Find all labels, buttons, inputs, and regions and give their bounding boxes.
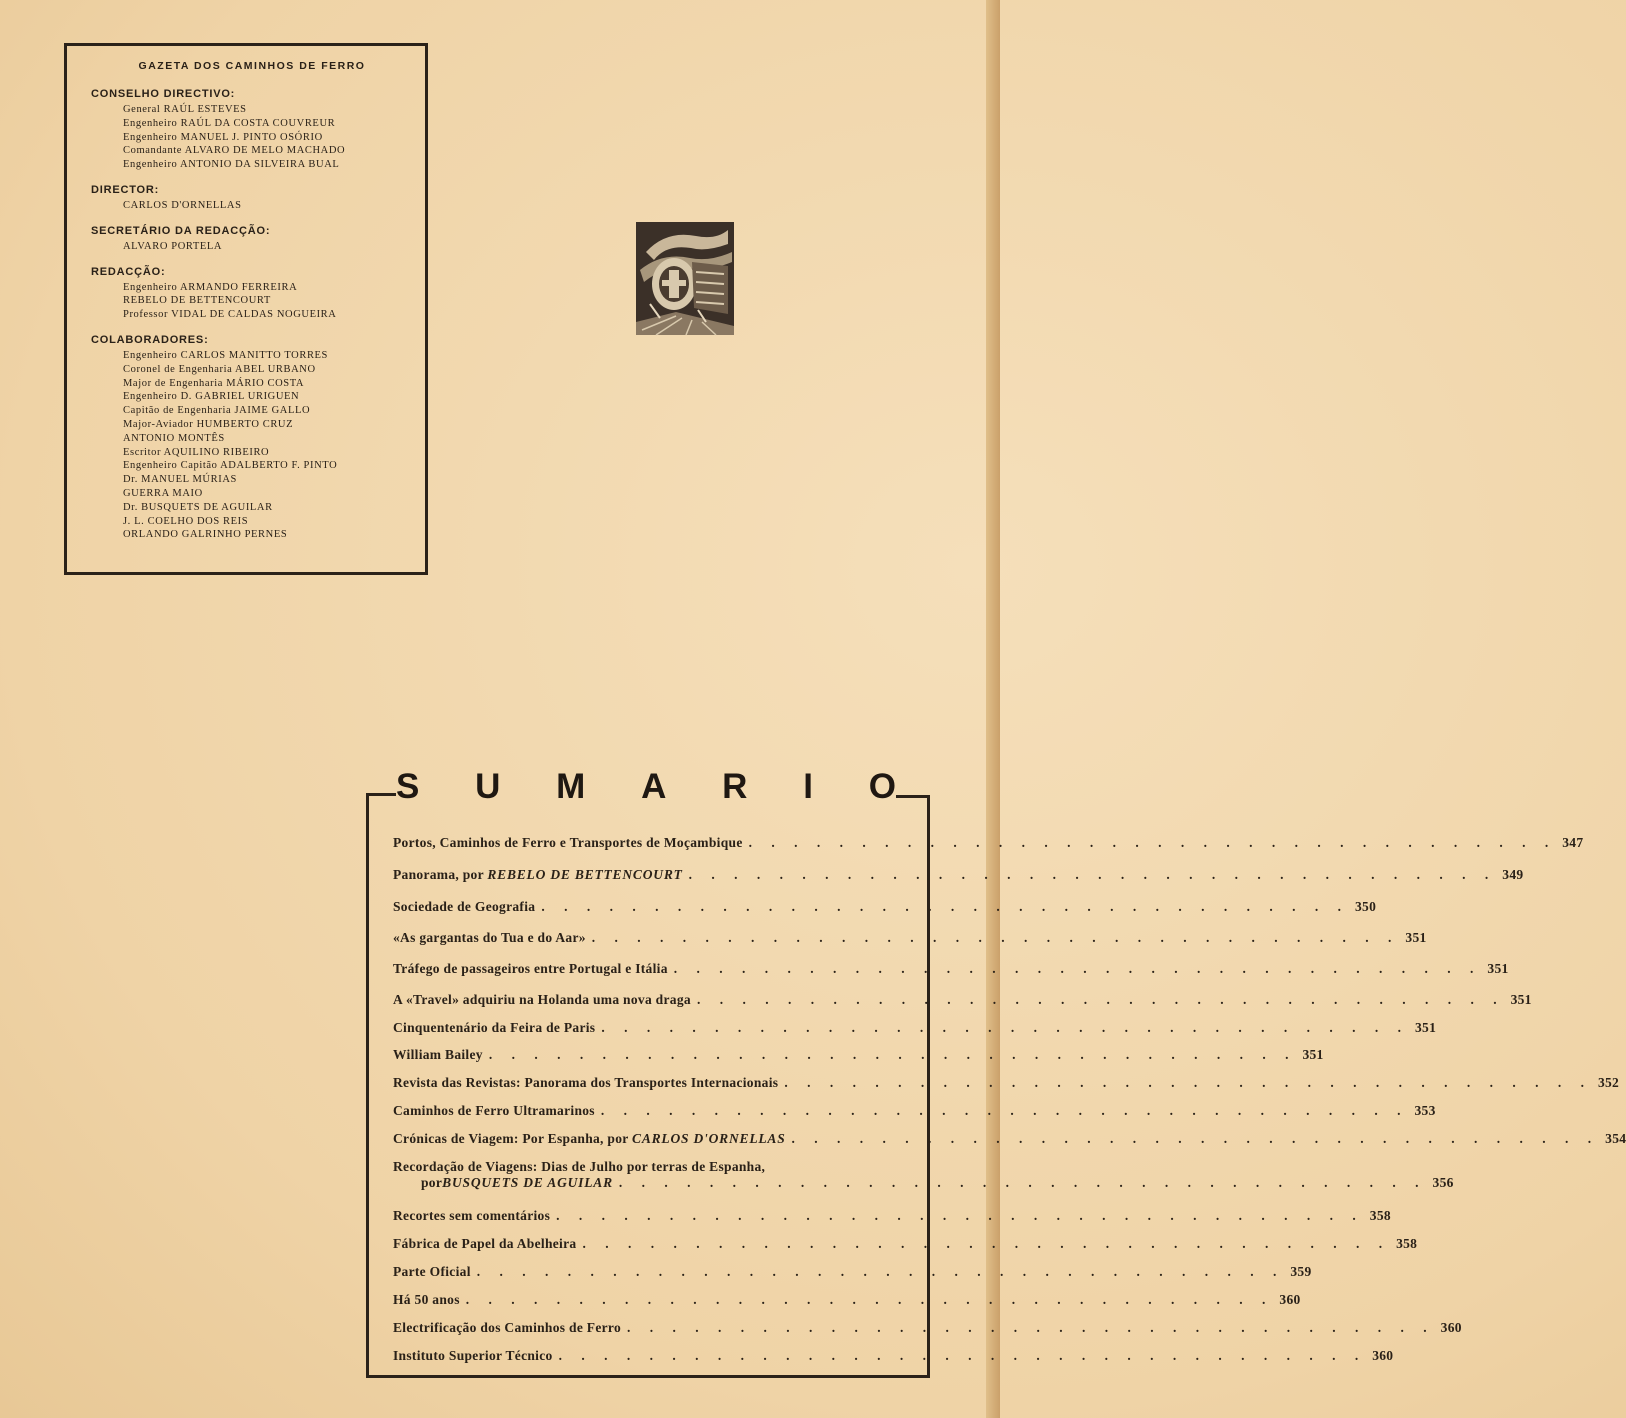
sumario-rule-left [366,793,396,796]
toc-entry-author: BUSQUETS DE AGUILAR [442,1175,613,1190]
toc-page-number: 356 [1432,1175,1454,1190]
masthead-person: Engenheiro ANTONIO DA SILVEIRA BUAL [123,159,340,171]
toc-entry-title: Electrificação dos Caminhos de Ferro [393,1320,622,1335]
toc-entry-title: Fábrica de Papel da Abelheira [393,1236,577,1251]
masthead-section-heading: REDACÇÃO: [91,265,166,278]
masthead-person: Engenheiro RAÚL DA COSTA COUVREUR [123,117,336,129]
locomotive-woodcut-graphic [636,222,734,335]
sumario-letter: A [641,767,667,806]
toc-page-number: 351 [1405,930,1427,945]
toc-entry-title: por [421,1175,443,1190]
page-edge-shadow [986,0,1000,1418]
toc-page-number: 347 [1562,835,1584,850]
masthead-person: Major-Aviador HUMBERTO CRUZ [123,418,294,430]
masthead-person: GUERRA MAIO [123,487,203,499]
toc-leader-dots: . . . . . . . . . . . . . . . . . . . . . . . . . . . . . . . . . . . . [556,1208,1364,1223]
masthead-person: Engenheiro ARMANDO FERREIRA [123,281,298,293]
masthead-person: CARLOS D'ORNELLAS [123,199,242,211]
toc-entry [393,1159,1454,1191]
toc-entry [393,1020,1437,1036]
toc-entry [393,1075,1620,1091]
toc-leader-dots: . . . . . . . . . . . . . . . . . . . . . . . . . . . . . . . . . . . . [591,930,1400,945]
masthead-section-list [123,349,411,542]
toc-entry-title: Portos, Caminhos de Ferro e Transportes de Moçambique [393,835,743,850]
masthead-section-heading: DIRECTOR: [91,183,160,196]
toc-entry-title: Há 50 anos [393,1292,460,1307]
toc-page-number: 358 [1369,1208,1391,1223]
masthead-person: General RAÚL ESTEVES [123,104,247,115]
masthead-person: Dr. BUSQUETS DE AGUILAR [123,501,273,513]
toc-entry [393,1208,1391,1224]
masthead-section-list [123,103,411,172]
masthead-person: Comandante ALVARO DE MELO MACHADO [123,145,346,157]
toc-entry [393,1348,1394,1364]
toc-page-number: 358 [1396,1236,1418,1251]
masthead-person: Coronel de Engenharia ABEL URBANO [123,363,316,375]
toc-entry [393,1236,1418,1252]
toc-page-number: 352 [1597,1075,1620,1090]
masthead-person: ORLANDO GALRINHO PERNES [123,529,288,541]
toc-page-number: 351 [1414,1020,1437,1035]
toc-entry-author: CARLOS D'ORNELLAS [632,1131,786,1146]
toc-entry-title: Caminhos de Ferro Ultramarinos [393,1103,595,1118]
toc-leader-dots: . . . . . . . . . . . . . . . . . . . . . . . . . . . . . . . . . . . . [688,867,1497,882]
toc-page-number: 360 [1279,1292,1301,1307]
toc-leader-dots: . . . . . . . . . . . . . . . . . . . . . . . . . . . . . . . . . . . . [600,1103,1409,1118]
toc-entry [393,835,1584,851]
toc-leader-dots: . . . . . . . . . . . . . . . . . . . . . . . . . . . . . . . . . . . . [618,1175,1427,1190]
masthead-person: ALVARO PORTELA [123,240,223,252]
toc-entry [393,1320,1462,1336]
sumario-letter: R [722,767,748,806]
toc-entry [393,899,1377,915]
toc-entry-author-wrap [442,1175,613,1191]
toc-page-number: 349 [1502,867,1524,882]
toc-page-number: 351 [1510,992,1532,1007]
sumario-letter: U [475,767,501,806]
masthead-person: ANTONIO MONTÊS [123,432,225,444]
masthead-person: REBELO DE BETTENCOURT [123,295,271,307]
masthead-sections [93,88,411,542]
toc-entry-author: REBELO DE BETTENCOURT [487,867,683,882]
toc-entry-title: William Bailey [393,1047,483,1062]
toc-leader-dots: . . . . . . . . . . . . . . . . . . . . . . . . . . . . . . . . . . . . [558,1348,1367,1363]
toc-leader-dots: . . . . . . . . . . . . . . . . . . . . . . . . . . . . . . . . . . . . [582,1236,1391,1251]
masthead-person: Capitão de Engenharia JAIME GALLO [123,405,311,417]
toc-entry-title: A «Travel» adquiriu na Holanda uma nova draga [393,992,691,1007]
toc-leader-dots: . . . . . . . . . . . . . . . . . . . . . . . . . . . . . . . . . . . . [627,1320,1435,1335]
sumario-border-bottom [366,1375,930,1378]
masthead-person: Dr. MANUEL MÚRIAS [123,474,237,486]
masthead-section-heading: SECRETÁRIO DA REDACÇÃO: [91,224,271,237]
masthead-person: Engenheiro Capitão ADALBERTO F. PINTO [123,460,338,472]
sumario-letter: O [868,767,896,806]
toc-page-number: 351 [1302,1047,1324,1062]
toc-entry-title: Sociedade de Geografia [393,899,536,914]
masthead-section-list [123,281,411,322]
toc-leader-dots: . . . . . . . . . . . . . . . . . . . . . . . . . . . . . . . . . . . . [784,1075,1592,1090]
toc-page-number: 359 [1290,1264,1312,1279]
toc-entry [393,1047,1324,1063]
masthead-section-heading: COLABORADORES: [91,333,209,346]
toc-page-number: 360 [1372,1348,1394,1363]
masthead-section-list [123,199,411,213]
toc-entry-title: Recordação de Viagens: Dias de Julho por terras de Espanha, [393,1159,766,1174]
toc-page-number: 351 [1487,961,1509,976]
toc-entry [393,961,1509,977]
toc-entry [393,867,1524,883]
toc-page-number: 350 [1354,899,1377,914]
toc-entry-title: Parte Oficial [393,1264,471,1279]
sumario-letter: I [803,767,813,806]
locomotive-woodcut-icon [636,222,734,335]
toc-leader-dots: . . . . . . . . . . . . . . . . . . . . . . . . . . . . . . . . . . . . [696,992,1505,1007]
toc-entry-title: Recortes sem comentários [393,1208,551,1223]
masthead-person: Major de Engenharia MÁRIO COSTA [123,377,305,389]
masthead-box [64,43,428,575]
toc-entry [393,930,1427,946]
toc-entry [393,992,1532,1008]
publication-title: GAZETA DOS CAMINHOS DE FERRO [138,60,366,72]
toc-leader-dots: . . . . . . . . . . . . . . . . . . . . . . . . . . . . . . . . . . . . [791,1131,1600,1146]
toc-entry-title: Revista das Revistas: Panorama dos Transportes Internacionais [393,1075,779,1090]
toc-entry [393,1131,1626,1147]
toc-entry [393,1103,1436,1119]
masthead-person: Professor VIDAL DE CALDAS NOGUEIRA [123,309,337,321]
toc-entry-title: Tráfego de passageiros entre Portugal e Itália [393,961,668,976]
masthead-section-list [123,240,411,254]
toc-page-number: 354 [1605,1131,1626,1146]
toc-page-number: 353 [1414,1103,1436,1118]
masthead-person: Engenheiro D. GABRIEL URIGUEN [123,391,300,403]
masthead-person: Engenheiro MANUEL J. PINTO OSÓRIO [123,131,323,143]
sumario-border-left [366,793,369,1378]
sumario-rule-right [896,795,930,798]
toc-entry-title: Cinquentenário da Feira de Paris [393,1020,596,1035]
toc-leader-dots: . . . . . . . . . . . . . . . . . . . . . . . . . . . . . . . . . . . . [673,961,1482,976]
sumario-letter: S [396,767,420,806]
toc-leader-dots: . . . . . . . . . . . . . . . . . . . . . . . . . . . . . . . . . . . . [488,1047,1297,1062]
toc-leader-dots: . . . . . . . . . . . . . . . . . . . . . . . . . . . . . . . . . . . . [465,1292,1274,1307]
toc-page-number: 360 [1440,1320,1462,1335]
masthead-person: Escritor AQUILINO RIBEIRO [123,446,270,458]
toc-leader-dots: . . . . . . . . . . . . . . . . . . . . . . . . . . . . . . . . . . . . [748,835,1557,850]
sumario-heading [396,767,896,807]
toc-leader-dots: . . . . . . . . . . . . . . . . . . . . . . . . . . . . . . . . . . . . [541,899,1349,914]
toc-leader-dots: . . . . . . . . . . . . . . . . . . . . . . . . . . . . . . . . . . . . [601,1020,1409,1035]
toc-entry-title: Instituto Superior Técnico [393,1348,553,1363]
masthead-person: Engenheiro CARLOS MANITTO TORRES [123,349,328,361]
toc-entry [393,1292,1301,1308]
masthead-person: J. L. COELHO DOS REIS [123,515,249,527]
masthead-section-heading: CONSELHO DIRECTIVO: [91,88,236,100]
toc-entry-title-wrap [393,1131,786,1147]
toc-entry-title: Crónicas de Viagem: Por Espanha, por [393,1131,629,1146]
toc-entry [393,1264,1312,1280]
toc-entry-title-wrap [393,867,683,883]
sumario-letter: M [556,767,586,806]
toc-entry-title: Panorama, por [393,867,484,882]
toc-leader-dots: . . . . . . . . . . . . . . . . . . . . . . . . . . . . . . . . . . . . [476,1264,1285,1279]
toc-entry-continuation [393,1175,1454,1191]
toc-entry-title: «As gargantas do Tua e do Aar» [393,930,586,945]
